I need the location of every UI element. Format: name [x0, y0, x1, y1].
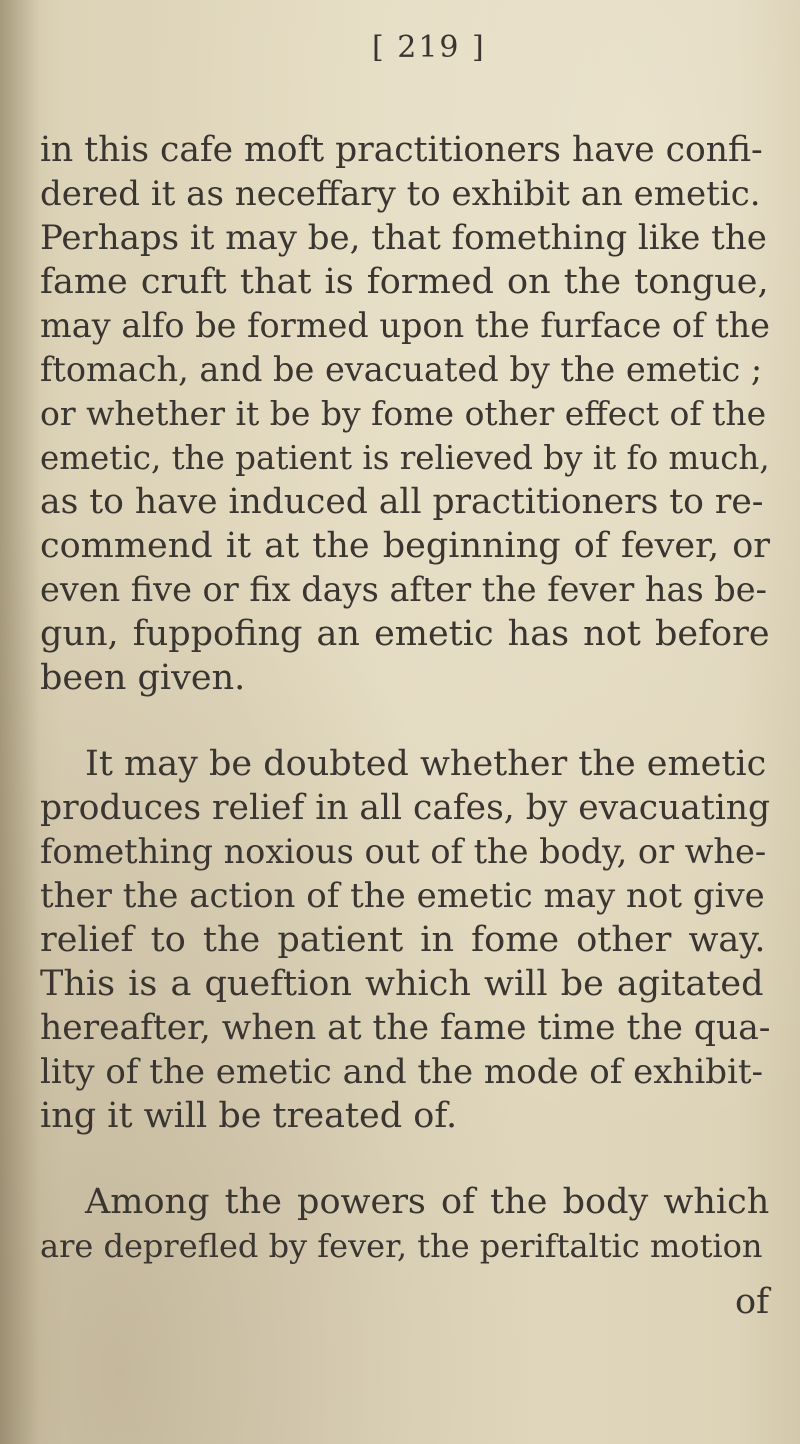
text-line: in this cafe moft practitioners have confi-: [40, 130, 763, 170]
text-line: It may be doubted whether the emetic: [85, 744, 767, 784]
text-line: This is a queftion which will be agitated: [40, 964, 764, 1004]
text-line: Among the powers of the body which: [85, 1182, 770, 1222]
text-line: been given.: [40, 658, 246, 698]
page-number-header: [ 219 ]: [372, 30, 486, 65]
text-line: or whether it be by fome other effect of the: [40, 394, 767, 433]
text-line: dered it as neceffary to exhibit an emetic.: [40, 174, 761, 214]
text-line: relief to the patient in fome other way.: [40, 920, 766, 960]
text-line: commend it at the beginning of fever, or: [40, 526, 771, 566]
text-line: fame cruft that is formed on the tongue,: [40, 262, 769, 302]
text-line: even five or fix days after the fever has be-: [40, 570, 767, 609]
catchword: of: [735, 1282, 770, 1322]
text-line: produces relief in all cafes, by evacuating: [40, 788, 771, 828]
text-line: as to have induced all practitioners to re-: [40, 482, 764, 522]
text-line: fomething noxious out of the body, or whe-: [40, 832, 767, 871]
text-line: are deprefled by fever, the periftaltic motion: [40, 1227, 763, 1265]
text-line: Perhaps it may be, that fomething like the: [40, 218, 767, 258]
text-line: ther the action of the emetic may not give: [40, 876, 765, 916]
text-line: ftomach, and be evacuated by the emetic ;: [40, 350, 763, 389]
text-line: may alfo be formed upon the furface of the: [40, 306, 770, 345]
text-line: emetic, the patient is relieved by it fo much,: [40, 439, 770, 477]
text-line: lity of the emetic and the mode of exhibit-: [40, 1052, 763, 1092]
gutter-shadow: [0, 0, 40, 1444]
text-line: gun, fuppofing an emetic has not before: [40, 614, 770, 654]
text-line: hereafter, when at the fame time the qua-: [40, 1008, 771, 1048]
text-line: ing it will be treated of.: [40, 1096, 458, 1136]
